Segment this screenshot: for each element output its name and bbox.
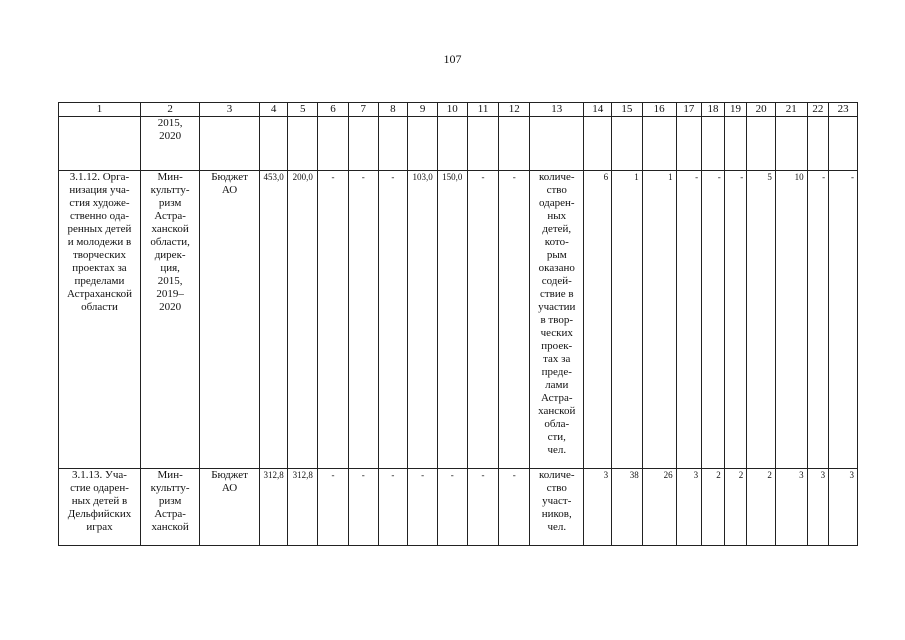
col-header: 10	[437, 103, 467, 117]
col-header: 9	[408, 103, 438, 117]
col-header: 13	[530, 103, 584, 117]
table-cell: 312,8	[288, 469, 318, 546]
table-cell: 312,8	[259, 469, 288, 546]
table-cell: -	[348, 469, 378, 546]
col-header: 23	[829, 103, 858, 117]
col-header: 3	[200, 103, 259, 117]
table-cell: -	[499, 469, 530, 546]
table-cell: -	[378, 469, 408, 546]
table-cell: -	[807, 171, 829, 469]
col-header: 12	[499, 103, 530, 117]
table-row	[59, 469, 858, 546]
indicator-cell: количе- ство одарен- ных детей, кото- рым оказано содей- ствие в участии в твор- ческих проек- тах за преде- лами Астра- ханской обла- сти, чел.	[530, 171, 584, 469]
measure-name-cell: 3.1.13. Уча- стие одарен- ных детей в Дельфийских играх	[59, 469, 141, 546]
column-number-row	[59, 103, 858, 117]
table-cell: -	[499, 171, 530, 469]
col-header: 2	[140, 103, 199, 117]
table-cell: 5	[747, 171, 776, 469]
table-cell: -	[408, 469, 438, 546]
table-cell: 2	[747, 469, 776, 546]
table-cell: 2	[724, 469, 747, 546]
col-header: 4	[259, 103, 288, 117]
table-cell: 26	[642, 469, 676, 546]
col-header: 16	[642, 103, 676, 117]
col-header: 22	[807, 103, 829, 117]
col-header: 18	[702, 103, 725, 117]
col-header: 19	[724, 103, 747, 117]
table-cell: -	[467, 171, 499, 469]
table-cell: 10	[775, 171, 807, 469]
program-table	[58, 102, 858, 546]
col-header: 15	[612, 103, 643, 117]
table-cell: 2	[702, 469, 725, 546]
table-cell: -	[467, 469, 499, 546]
col-header: 14	[584, 103, 612, 117]
funding-source-cell: Бюджет АО	[200, 171, 259, 469]
table-cell: 150,0	[437, 171, 467, 469]
table-cell: 3	[829, 469, 858, 546]
executor-cell: 2015, 2020	[140, 117, 199, 171]
page-number: 107	[443, 52, 462, 66]
continuation-row	[59, 117, 858, 171]
col-header: 11	[467, 103, 499, 117]
table-cell: 103,0	[408, 171, 438, 469]
col-header: 5	[288, 103, 318, 117]
table-cell: 38	[612, 469, 643, 546]
table-cell: 1	[612, 171, 643, 469]
table-cell: 3	[584, 469, 612, 546]
col-header: 20	[747, 103, 776, 117]
table-cell: -	[702, 171, 725, 469]
measure-name-cell: 3.1.12. Орга- низация уча- стия художе- ственно ода- ренных детей и молодежи в творческих проектах за пределами Астраханской области	[59, 171, 141, 469]
table-cell: 3	[807, 469, 829, 546]
col-header: 21	[775, 103, 807, 117]
table-cell: -	[724, 171, 747, 469]
table-cell: 6	[584, 171, 612, 469]
col-header: 1	[59, 103, 141, 117]
executor-cell: Мин- культту- ризм Астра- ханской области, дирек- ция, 2015, 2019– 2020	[140, 171, 199, 469]
table-cell	[59, 117, 141, 171]
table-cell: -	[829, 171, 858, 469]
funding-source-cell: Бюджет АО	[200, 469, 259, 546]
executor-cell: Мин- культту- ризм Астра- ханской	[140, 469, 199, 546]
table-cell: -	[676, 171, 702, 469]
table-cell: -	[348, 171, 378, 469]
table-cell: 200,0	[288, 171, 318, 469]
table-cell: 1	[642, 171, 676, 469]
indicator-cell: количе- ство участ- ников, чел.	[530, 469, 584, 546]
col-header: 8	[378, 103, 408, 117]
table-row	[59, 171, 858, 469]
table-cell: 3	[676, 469, 702, 546]
table-cell: -	[437, 469, 467, 546]
table-cell: -	[378, 171, 408, 469]
table-cell: 3	[775, 469, 807, 546]
col-header: 7	[348, 103, 378, 117]
table-cell: -	[318, 469, 349, 546]
table-cell: -	[318, 171, 349, 469]
col-header: 17	[676, 103, 702, 117]
col-header: 6	[318, 103, 349, 117]
table-cell: 453,0	[259, 171, 288, 469]
